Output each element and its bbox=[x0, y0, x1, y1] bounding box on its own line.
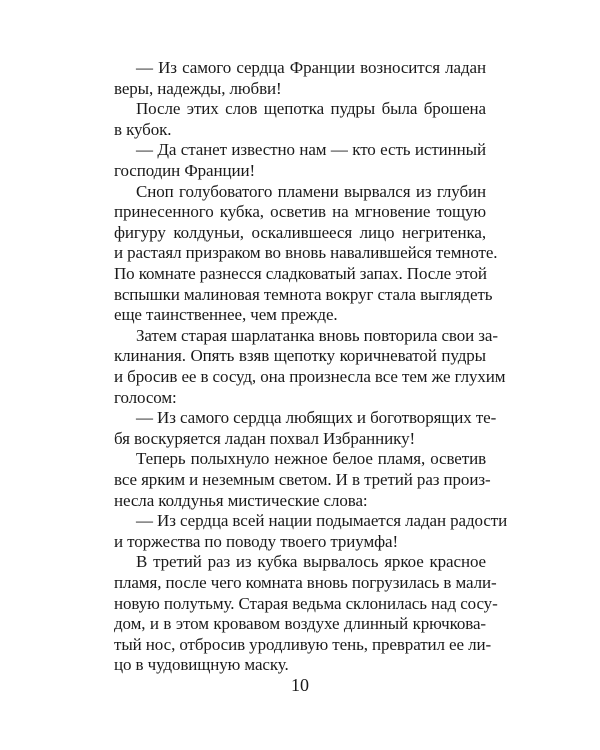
text-line: Сноп голубоватого пламени вырвался из глубин bbox=[136, 181, 486, 201]
text-line: После этих слов щепотка пудры была брошена bbox=[136, 99, 486, 119]
text-line: в кубок. bbox=[114, 119, 172, 139]
page-number: 10 bbox=[291, 675, 309, 695]
text-line: дом, и в этом кровавом воздухе длинный крючкова- bbox=[114, 614, 486, 634]
text-line: господин Франции! bbox=[114, 161, 256, 180]
text-line: все ярким и неземным светом. И в третий раз произ- bbox=[114, 470, 491, 489]
text-line: Затем старая шарлатанка вновь повторила свои за- bbox=[136, 325, 498, 345]
text-line: — Из самого сердца Франции возносится ладан bbox=[136, 58, 486, 77]
text-line: По комнате разнесся сладковатый запах. После этой bbox=[114, 264, 487, 283]
text-line: бя воскуряется ладан похвал Избраннику! bbox=[114, 428, 416, 448]
text-line: В третий раз из кубка вырвалось яркое красное bbox=[136, 552, 486, 572]
text-line: новую полутьму. Старая ведьма склонилась над сосу- bbox=[114, 593, 498, 613]
text-line: и торжества по поводу твоего триумфа! bbox=[114, 531, 399, 551]
text-line: фигуру колдуньи, оскалившееся лицо негритенка, bbox=[114, 222, 486, 242]
text-line: Теперь полыхнуло нежное белое пламя, осветив bbox=[136, 449, 486, 469]
text-line: цо в чудовищную маску. bbox=[114, 655, 289, 675]
text-line: клинания. Опять взяв щепотку коричневатой пудры bbox=[114, 346, 486, 366]
text-line: — Из самого сердца любящих и боготворящих те- bbox=[136, 408, 497, 428]
text-line: пламя, после чего комната вновь погрузилась в мали- bbox=[114, 573, 497, 592]
text-line: тый нос, отбросив уродливую тень, превратил ее ли- bbox=[114, 634, 492, 654]
text-line: веры, надежды, любви! bbox=[114, 78, 282, 98]
text-line: еще таинственнее, чем прежде. bbox=[114, 305, 338, 325]
text-line: — Да станет известно нам — кто есть истинный bbox=[136, 140, 486, 160]
text-line: вспышки малиновая темнота вокруг стала выглядеть bbox=[114, 284, 493, 304]
text-line: и бросив ее в сосуд, она произнесла все тем же глухим bbox=[114, 367, 506, 386]
text-line: — Из сердца всей нации подымается ладан радости bbox=[136, 511, 508, 531]
text-line: голосом: bbox=[114, 387, 177, 407]
text-line: принесенного кубка, осветив на мгновение тощую bbox=[114, 202, 486, 222]
text-line: и растаял призраком во вновь навалившейся темноте. bbox=[114, 243, 498, 263]
text-line: несла колдунья мистические слова: bbox=[114, 490, 368, 510]
